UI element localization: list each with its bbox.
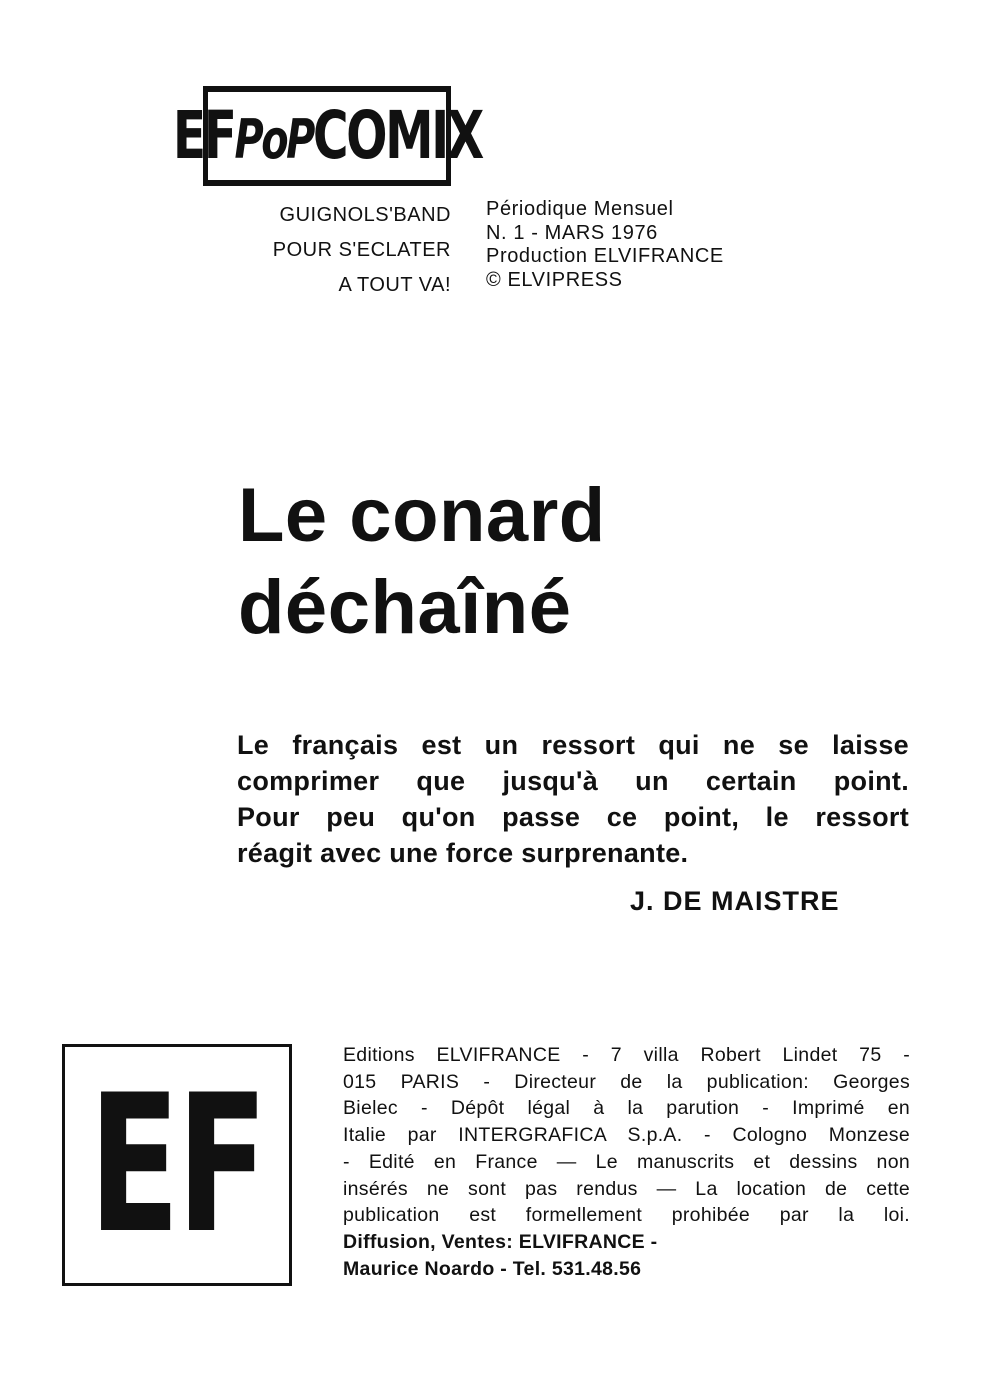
legal-line-2: 015 PARIS - Directeur de la publication: Georges	[343, 1070, 910, 1093]
quote-author: J. DE MAISTRE	[630, 886, 840, 916]
publication-info	[486, 198, 724, 292]
quote-line-4: réagit avec une force surprenante.	[237, 838, 689, 868]
legal-line-4: Italie par INTERGRAFICA S.p.A. - Cologno Monzese	[343, 1124, 910, 1147]
tagline-line-2: POUR S'ECLATER	[272, 239, 451, 261]
quote-line-2: comprimer que jusqu'à un certain point.	[237, 766, 909, 796]
logo-pop-text: PoP	[234, 108, 313, 171]
legal-line-6: insérés ne sont pas rendus — La location de cette	[343, 1177, 910, 1200]
legal-line-3: Bielec - Dépôt légal à la parution - Imprimé en	[343, 1097, 910, 1120]
logo-ef-text: EF	[172, 97, 235, 174]
tagline-line-3: A TOUT VA!	[338, 274, 451, 296]
epigraph-quote	[237, 727, 909, 871]
legal-line-5: - Edité en France — Le manuscrits et dessins non	[343, 1150, 910, 1173]
popcomix-logo	[172, 86, 482, 186]
legal-line-1: Editions ELVIFRANCE - 7 villa Robert Lindet 75 -	[343, 1044, 910, 1066]
legal-distribution: Diffusion, Ventes: ELVIFRANCE -	[343, 1230, 658, 1253]
tagline	[215, 198, 451, 303]
publication-issue: N. 1 - MARS 1976	[486, 221, 658, 244]
quote-line-3: Pour peu qu'on passe ce point, le ressort	[237, 802, 909, 832]
logo-comix-text: COMIX	[312, 97, 482, 174]
legal-notice	[343, 1042, 910, 1282]
legal-line-7: publication est formellement prohibée par la loi.	[343, 1204, 910, 1227]
popcomix-logo-text	[172, 97, 482, 174]
publisher-logo-box	[62, 1044, 292, 1286]
tagline-line-1: GUIGNOLS'BAND	[279, 204, 451, 226]
quote-line-1: Le français est un ressort qui ne se laisse	[237, 730, 909, 760]
story-title-line-2: déchaîné	[238, 565, 572, 650]
publication-copyright: © ELVIPRESS	[486, 268, 623, 291]
story-title-line-1: Le conard	[238, 473, 606, 558]
publication-production: Production ELVIFRANCE	[486, 245, 724, 267]
publisher-logo-text: EF	[89, 1054, 265, 1275]
publication-frequency: Périodique Mensuel	[486, 198, 674, 220]
popcomix-logo-inner	[172, 92, 482, 180]
story-title	[238, 470, 606, 654]
legal-contact: Maurice Noardo - Tel. 531.48.56	[343, 1257, 642, 1280]
